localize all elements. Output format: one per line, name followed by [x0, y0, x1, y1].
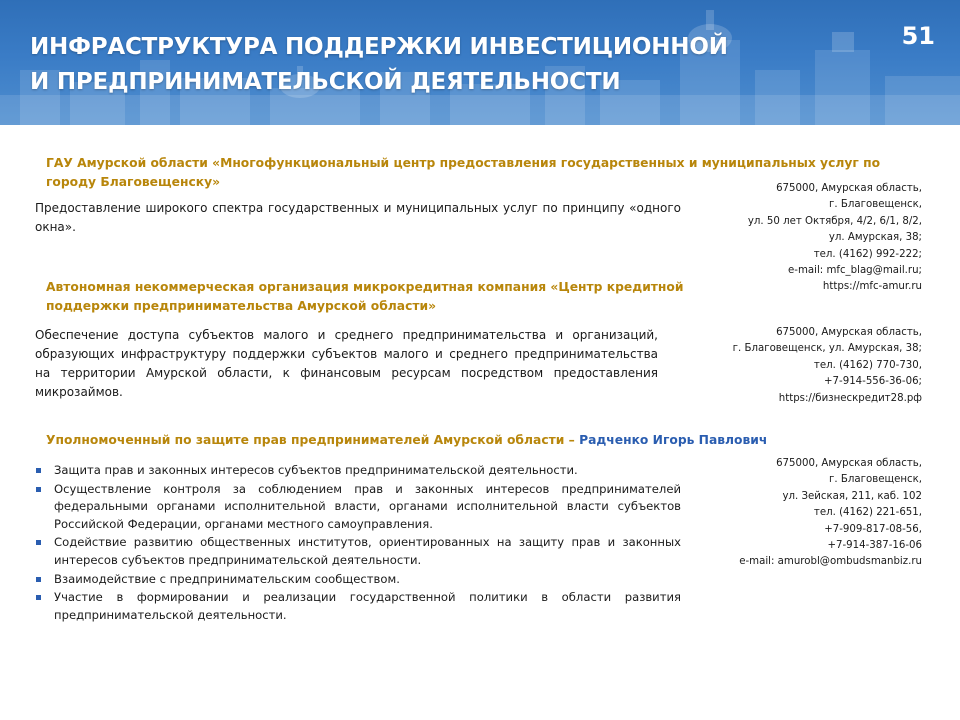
- contact-email-link[interactable]: e-mail: amurobl@ombudsmanbiz.ru: [739, 556, 922, 568]
- list-item-text: Защита прав и законных интересов субъектов предпринимательской деятельности.: [54, 463, 578, 477]
- contact-email-link[interactable]: e-mail: mfc_blag@mail.ru;: [788, 265, 922, 277]
- page-title: [30, 30, 728, 100]
- bullet-square-icon: [36, 577, 41, 582]
- contact-line: г. Благовещенск,: [829, 199, 922, 211]
- contact-line: +7-909-817-08-56,: [824, 523, 922, 535]
- org-contacts-credit-center: [733, 325, 922, 407]
- ombudsman-duties-list: [35, 462, 681, 625]
- list-item-text: Взаимодействие с предпринимательским сообществом.: [54, 571, 400, 586]
- contact-website-link[interactable]: https://бизнескредит28.рф: [778, 392, 922, 404]
- bullet-square-icon: [36, 468, 41, 473]
- bullet-square-icon: [36, 595, 41, 600]
- contact-line: тел. (4162) 221-651,: [813, 507, 922, 519]
- org-title-mfc: ГАУ Амурской области «Многофункциональный центр предоставления государственных и муниципальных услуг по городу Благовещенску»: [46, 156, 881, 189]
- contact-website-link[interactable]: https://mfc-amur.ru: [822, 281, 922, 293]
- list-item-text: Участие в формировании и реализации государственной политики в области развития предпринимательской деятельности.: [54, 590, 681, 622]
- page-title-line-2: И ПРЕДПРИНИМАТЕЛЬСКОЙ ДЕЯТЕЛЬНОСТИ: [30, 69, 621, 95]
- list-item-text: Содействие развитию общественных институтов, ориентированных на защиту прав и законных интересов субъектов предпринимательской деятельности.: [54, 535, 681, 567]
- contact-line: +7-914-556-36-06;: [824, 376, 922, 388]
- bullet-square-icon: [36, 540, 41, 545]
- contact-line: г. Благовещенск,: [829, 474, 922, 486]
- page-title-line-1: ИНФРАСТРУКТУРА ПОДДЕРЖКИ ИНВЕСТИЦИОННОЙ: [30, 34, 728, 60]
- bullet-square-icon: [36, 487, 41, 492]
- org-contacts-ombudsman: [739, 456, 922, 571]
- org-title-credit-center: Автономная некоммерческая организация микрокредитная компания «Центр кредитной поддержки предпринимательства Амурской области»: [46, 280, 684, 313]
- ombudsman-person: Радченко Игорь Павлович: [579, 433, 768, 447]
- list-item-text: Осуществление контроля за соблюдением прав и законных интересов предпринимателей федеральными органами исполнительной власти, органами исполнительной власти субъектов Российской Федерации, органами местного самоуправления.: [54, 481, 681, 531]
- ombudsman-role: Уполномоченный по защите прав предпринимателей Амурской области –: [46, 433, 580, 447]
- org-description-mfc: Предоставление широкого спектра государственных и муниципальных услуг по принципу «одного окна».: [35, 201, 681, 234]
- contact-line: +7-914-387-16-06: [827, 540, 922, 552]
- list-item: [35, 589, 681, 624]
- contact-line: 675000, Амурская область,: [776, 183, 922, 194]
- org-description-credit-center: Обеспечение доступа субъектов малого и среднего предпринимательства и организаций, образующих инфраструктуру поддержки субъектов малого и среднего предпринимательства на территории Амурской области, к финансовым ресурсам посредством предоставления микрозаймов.: [35, 328, 658, 399]
- contact-line: ул. Зейская, 211, каб. 102: [782, 490, 922, 502]
- list-item: [35, 481, 681, 534]
- list-item: [35, 534, 681, 569]
- list-item: [35, 571, 681, 589]
- contact-line: тел. (4162) 770-730,: [813, 359, 922, 371]
- page-number: 51: [901, 22, 935, 50]
- contact-line: ул. 50 лет Октября, 4/2, 6/1, 8/2,: [747, 215, 922, 227]
- list-item: [35, 462, 681, 480]
- contact-line: 675000, Амурская область,: [776, 327, 922, 338]
- header-banner: [0, 0, 960, 125]
- contact-line: 675000, Амурская область,: [776, 458, 922, 469]
- contact-line: тел. (4162) 992-222;: [813, 248, 922, 260]
- contact-line: ул. Амурская, 38;: [828, 232, 922, 244]
- org-contacts-mfc: [748, 181, 922, 296]
- contact-line: г. Благовещенск, ул. Амурская, 38;: [732, 343, 922, 355]
- org-title-ombudsman: [46, 431, 806, 450]
